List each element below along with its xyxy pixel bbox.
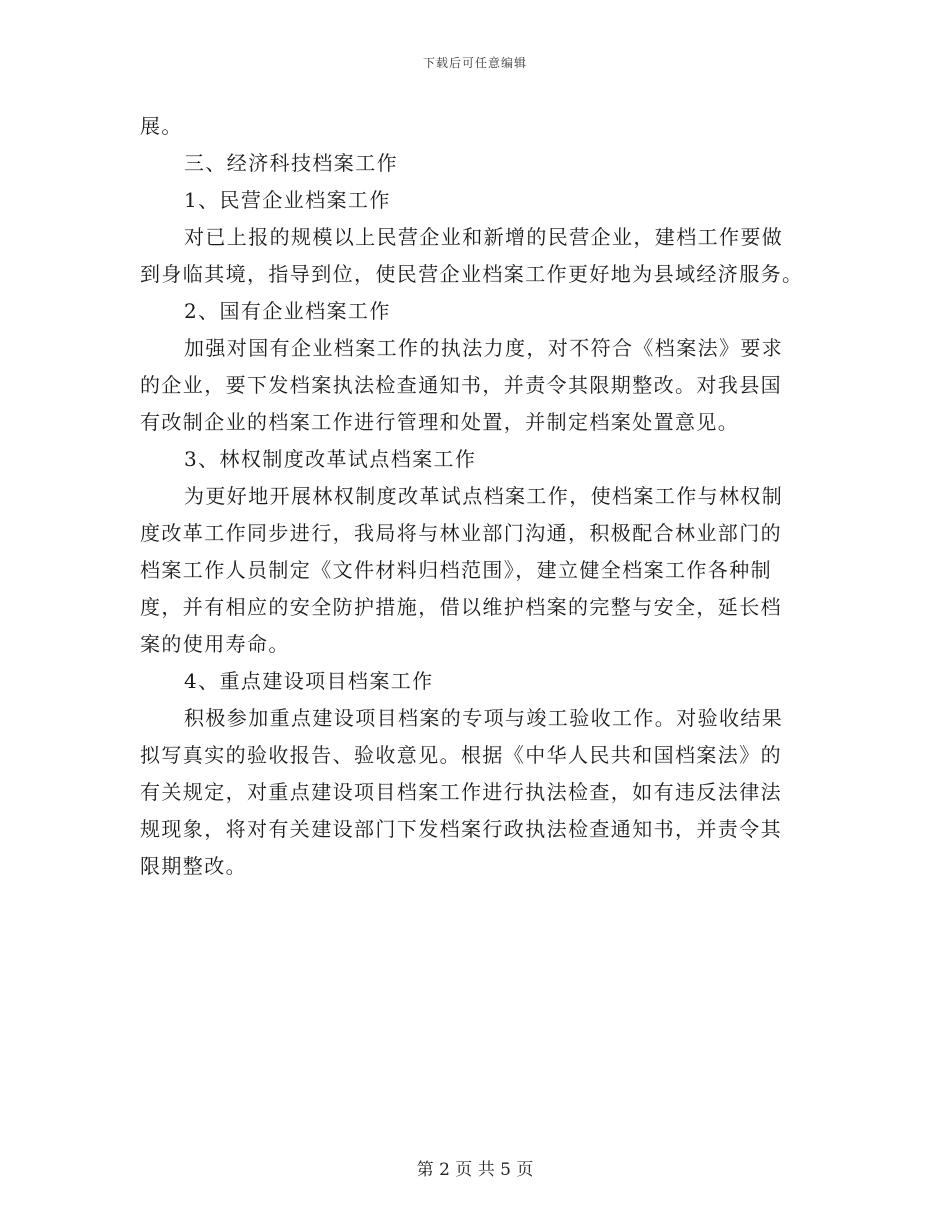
text-line: 规现象，将对有关建设部门下发档案行政执法检查通知书，并责令其 [140,817,782,841]
subsection-heading: 4、重点建设项目档案工作 [184,669,434,693]
subsection-heading: 2、国有企业档案工作 [184,299,391,323]
text-line: 到身临其境，指导到位，使民营企业档案工作更好地为县域经济服务。 [140,262,804,286]
subsection-heading: 1、民营企业档案工作 [184,188,391,212]
text-line: 有改制企业的档案工作进行管理和处置，并制定档案处置意见。 [140,410,740,434]
text-line: 拟写真实的验收报告、验收意见。根据《中华人民共和国档案法》的 [140,743,782,767]
section-heading: 三、经济科技档案工作 [184,151,398,175]
text-line: 案的使用寿命。 [140,632,290,656]
text-line: 加强对国有企业档案工作的执法力度，对不符合《档案法》要求 [184,336,784,360]
text-line: 为更好地开展林权制度改革试点档案工作，使档案工作与林权制 [184,484,784,508]
page-header: 下载后可任意编辑 [422,56,527,70]
text-line: 度，并有相应的安全防护措施，借以维护档案的完整与安全，延长档 [140,595,782,619]
text-line: 有关规定，对重点建设项目档案工作进行执法检查，如有违反法律法 [140,780,782,804]
page-number: 第 2 页 共 5 页 [416,1160,534,1180]
text-line: 度改革工作同步进行，我局将与林业部门沟通，积极配合林业部门的 [140,521,782,545]
text-line: 展。 [140,114,183,138]
document-body [140,108,810,885]
text-line: 限期整改。 [140,854,247,878]
text-line: 对已上报的规模以上民营企业和新增的民营企业，建档工作要做 [184,225,784,249]
text-line: 积极参加重点建设项目档案的专项与竣工验收工作。对验收结果 [184,706,784,730]
text-line: 档案工作人员制定《文件材料归档范围》，建立健全档案工作各种制 [140,558,772,582]
subsection-heading: 3、林权制度改革试点档案工作 [184,447,477,471]
text-line: 的企业，要下发档案执法检查通知书，并责令其限期整改。对我县国 [140,373,782,397]
